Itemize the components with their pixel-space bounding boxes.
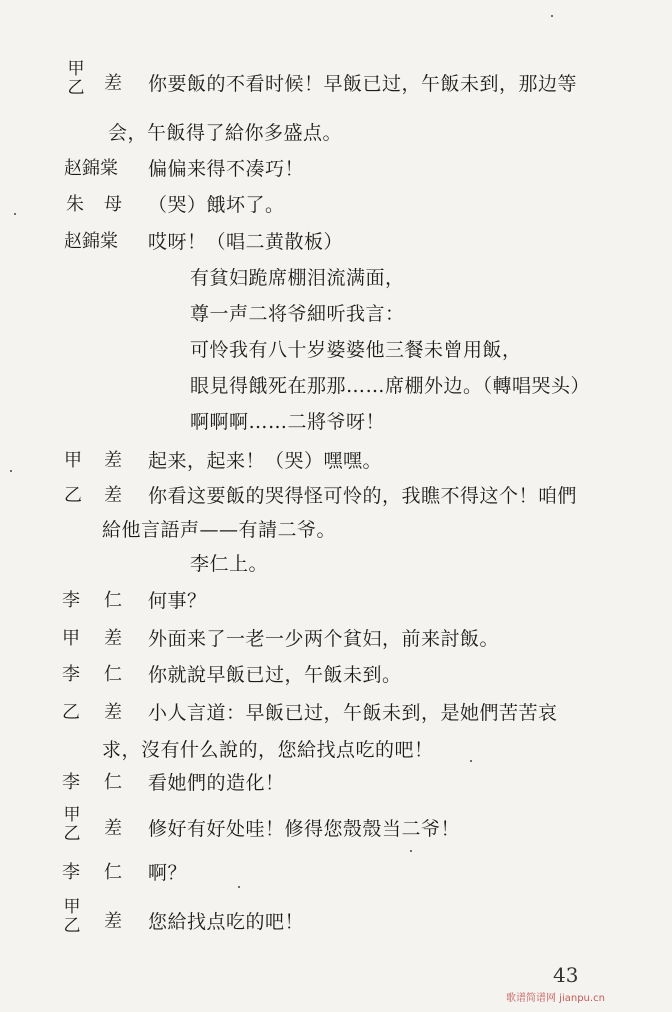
- scan-speck: [238, 886, 240, 888]
- speaker-top: 甲: [67, 59, 85, 79]
- speaker-bottom: 乙: [67, 78, 85, 98]
- speaker-name-a: 甲: [62, 628, 80, 649]
- speaker-name-a: 李: [62, 862, 80, 883]
- speaker-name-a: 乙: [62, 702, 80, 723]
- speaker-name-a: 乙: [64, 485, 82, 506]
- lyric-line: 可怜我有八十岁婆婆他三餐未曾用飯，: [190, 339, 522, 361]
- speaker-name-b: 仁: [104, 590, 122, 611]
- dialogue-line: 小人言道：早飯已过，午飯未到，是她們苦苦哀: [148, 702, 558, 724]
- dialogue-line: 修好有好处哇！修得您殼殼当二爷！: [148, 818, 461, 840]
- dialogue-line: 啊？: [148, 862, 188, 884]
- speaker-name: 赵錦棠: [64, 158, 118, 179]
- speaker-bottom: 乙: [63, 824, 81, 844]
- speaker-role: 差: [104, 911, 122, 932]
- speaker-name-b: 差: [104, 450, 122, 471]
- speaker-name-b: 差: [104, 485, 122, 506]
- dialogue-continuation: 給他言語声——有請二爷。: [102, 519, 337, 541]
- scan-speck: [551, 15, 553, 17]
- scan-speck: [470, 760, 472, 762]
- speaker-name-a: 朱: [66, 194, 84, 215]
- dialogue-line: 偏偏来得不凑巧！: [148, 158, 305, 180]
- lyric-line: 眼見得餓死在那那……席棚外边。（轉唱哭头）: [190, 375, 591, 397]
- dialogue-line: 外面来了一老一少两个貧妇，前来討飯。: [148, 628, 500, 650]
- dialogue-line: 看她們的造化！: [148, 772, 285, 794]
- lyric-line: 尊一声二将爷細听我言：: [190, 303, 405, 325]
- speaker-name-a: 李: [62, 664, 80, 685]
- dialogue-line: 何事？: [148, 590, 207, 612]
- lyric-line: 啊啊啊……二將爷呀！: [190, 411, 386, 433]
- speaker-name-b: 母: [104, 194, 122, 215]
- speaker-name-a: 李: [62, 590, 80, 611]
- speaker-name-b: 差: [104, 628, 122, 649]
- dialogue-line: 你就說早飯已过，午飯未到。: [148, 664, 402, 686]
- speaker-name-a: 李: [62, 772, 80, 793]
- dialogue-line: 你要飯的不看时候！早飯已过，午飯未到，那边等: [148, 73, 578, 95]
- dialogue-continuation: 求，沒有什么說的，您給找点吃的吧！: [102, 739, 434, 761]
- scan-speck: [14, 213, 16, 215]
- speaker-name: 赵錦棠: [64, 231, 118, 252]
- speaker-stack: [66, 60, 86, 98]
- speaker-top: 甲: [63, 897, 81, 917]
- speaker-stack: [62, 806, 82, 844]
- dialogue-line: 您給找点吃的吧！: [148, 911, 305, 933]
- page-number: 43: [553, 963, 579, 987]
- speaker-top: 甲: [63, 805, 81, 825]
- scan-speck: [410, 850, 412, 852]
- speaker-bottom: 乙: [63, 916, 81, 936]
- speaker-role: 差: [104, 818, 122, 839]
- watermark: 歌谱简谱网 jianpu.cn: [506, 993, 605, 1004]
- dialogue-line: 起来，起来！（哭）嘿嘿。: [148, 450, 383, 472]
- speaker-stack: [62, 898, 82, 936]
- scan-speck: [10, 470, 12, 472]
- speaker-name-b: 仁: [104, 862, 122, 883]
- lyric-line: 有貧妇跪席棚泪流满面，: [190, 267, 405, 289]
- dialogue-line: （哭）餓坏了。: [148, 194, 285, 216]
- speaker-name-b: 仁: [104, 664, 122, 685]
- stage-direction: 李仁上。: [190, 553, 269, 575]
- speaker-role: 差: [104, 73, 122, 94]
- speaker-name-b: 仁: [104, 772, 122, 793]
- dialogue-continuation: 会，午飯得了給你多盛点。: [108, 122, 343, 144]
- speaker-name-b: 差: [104, 702, 122, 723]
- dialogue-line: 你看这要飯的哭得怪可怜的，我瞧不得这个！咱們: [148, 485, 578, 507]
- speaker-name-a: 甲: [64, 450, 82, 471]
- dialogue-line: 哎呀！（唱二黄散板）: [148, 231, 344, 253]
